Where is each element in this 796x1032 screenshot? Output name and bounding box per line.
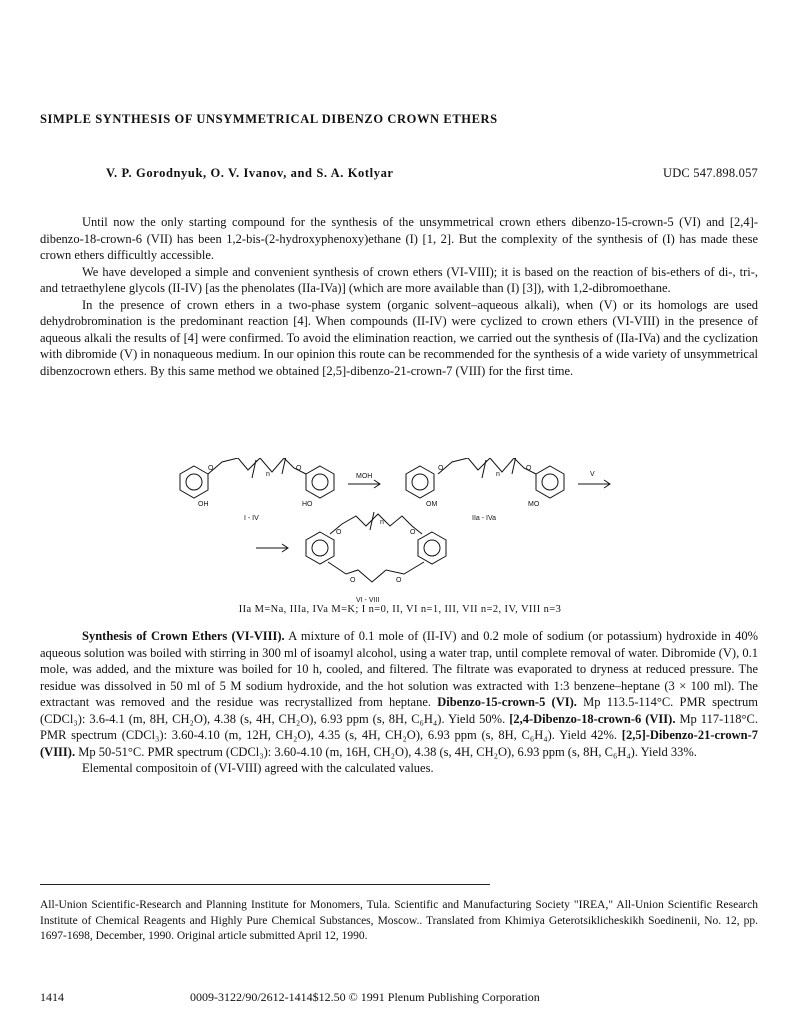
compound-data: Mp 117-118°C. PMR spectrum (CDCl₃): 3.60-4.10 (m, 12H, CH₂O), 4.35 (s, 4H, CH₂O), 6.93 ppm (s, 8H, C₆H₄). Yield 42%.	[40, 711, 758, 742]
paragraph: We have developed a simple and convenient synthesis of crown ethers (VI-VIII); it is based on the reaction of bis-ethers of di-, tri-, and tetraethylene glycols (II-IV) [as the phenolates (IIa-IVa)] (which are more available than (I) [3]), with 1,2-dibromoethane.	[40, 264, 758, 295]
compound-data: Mp 113.5-114°C. PMR spectrum (CDCl₃): 3.6-4.1 (m, 8H, CH₂O), 4.38 (s, 4H, CH₂O), 6.93 ppm (s, 8H, C₆H₄). Yield 50%.	[40, 695, 758, 726]
benzene-ring	[536, 466, 564, 498]
benzene-ring	[180, 466, 208, 498]
polyether-chain	[438, 458, 536, 474]
scheme-legend: IIa M=Na, IIIa, IVa M=K; I n=0, II, VI n=1, III, VII n=2, IV, VIII n=3	[238, 604, 562, 615]
synthesis-section	[40, 628, 758, 777]
procedure-text: A mixture of 0.1 mole of (II-IV) and 0.2 mole of sodium (or potassium) hydroxide in 40% aqueous solution was boiled with stirring in 300 ml of isoamyl alcohol, using a water trap, until complete removal of water. Dibromide (V), 0.1 mole, was added, and the mixture was boiled for 10 h, cooled, and filtered. The filtrate was evaporated to dryness at reduced pressure. The residue was dissolved in 50 ml of 5 M sodium hydroxide, and the hot solution was extracted with 1:3 benzene–heptane (3 × 100 ml). The extractant was removed and the residue was recrystallized from heptane.	[40, 629, 759, 709]
phenolate-label: MO	[528, 501, 540, 508]
benzene-ring	[418, 532, 446, 564]
repeat-index: n	[496, 471, 500, 478]
hydroxyl-label: HO	[302, 501, 313, 508]
bracket-mark	[252, 460, 256, 478]
compound-label: IIa - IVa	[472, 515, 496, 522]
page-number: 1414	[40, 990, 64, 1004]
polyether-chain	[208, 458, 306, 474]
oxygen-label: O	[296, 465, 302, 472]
udc-code: UDC 547.898.057	[662, 166, 758, 180]
paragraph	[40, 628, 758, 760]
oxygen-label: O	[350, 577, 356, 584]
footnote-divider	[40, 884, 490, 885]
paragraph: Elemental compositoin of (VI-VIII) agreed with the calculated values.	[82, 761, 434, 775]
oxygen-label: O	[336, 529, 342, 536]
aromatic-circle	[186, 474, 202, 490]
repeat-index: n	[266, 471, 270, 478]
compound-label: I - IV	[244, 515, 259, 522]
copyright-line: 0009-3122/90/2612-1414$12.50 © 1991 Plenum Publishing Corporation	[190, 990, 540, 1004]
ethylene-bridge	[328, 562, 424, 582]
oxygen-label: O	[410, 529, 416, 536]
benzene-ring	[406, 466, 434, 498]
compound-data: Mp 50-51°C. PMR spectrum (CDCl₃): 3.60-4.10 (m, 16H, CH₂O), 4.38 (s, 4H, CH₂O), 6.93 ppm (s, 8H, C₆H₄). Yield 33%.	[75, 744, 697, 759]
aromatic-circle	[312, 540, 328, 556]
oxygen-label: O	[438, 465, 444, 472]
benzene-ring	[306, 532, 334, 564]
polyether-chain	[330, 514, 422, 534]
section-heading: Synthesis of Crown Ethers (VI-VIII).	[82, 629, 285, 643]
benzene-ring	[306, 466, 334, 498]
footnote: All-Union Scientific-Research and Planning Institute for Monomers, Tula. Scientific and Manufacturing Society "IREA," All-Union Scientific Research Institute of Chemical Reagents and Highly Pure Chemical Substances, Moscow.. Translated from Khimiya Geterotsiklicheskikh Soedinenii, No. 12, pp. 1697-1698, December, 1990. Original article submitted April 12, 1990.	[40, 899, 758, 942]
aromatic-circle	[542, 474, 558, 490]
compound-name: [2,4-Dibenzo-18-crown-6 (VII).	[509, 711, 676, 726]
compound-name: [2,5]-Dibenzo-21-crown-7 (VIII).	[40, 728, 758, 759]
bracket-mark	[482, 460, 486, 478]
reaction-scheme-drawing	[160, 458, 640, 606]
oxygen-label: O	[208, 465, 214, 472]
reagent-label: V	[590, 471, 595, 478]
reagent-label: MOH	[356, 473, 373, 480]
reaction-scheme	[160, 458, 640, 606]
hydroxyl-label: OH	[198, 501, 209, 508]
introduction-section	[40, 214, 758, 379]
paragraph: In the presence of crown ethers in a two-phase system (organic solvent–aqueous alkali), when (V) or its homologs are used dehydrobromination is the predominant reaction [4]. When compounds (II-IV) were cyclized to crown ethers (VI-VIII) in the presence of aqueous alkali the results of [4] were confirmed. To avoid the elimination reaction, we carried out the synthesis of (IIa-IVa) and the cyclization with dibromide (V) in nonaqueous medium. In our opinion this route can be recommended for the synthesis of a wide variety of unsymmetrical dibenzocrown ethers. By this same method we obtained [2,5]-dibenzo-21-crown-7 (VIII) for the first time.	[40, 297, 758, 378]
repeat-index: n	[380, 519, 384, 526]
aromatic-circle	[412, 474, 428, 490]
aromatic-circle	[312, 474, 328, 490]
oxygen-label: O	[526, 465, 532, 472]
article-title: SIMPLE SYNTHESIS OF UNSYMMETRICAL DIBENZO CROWN ETHERS	[40, 112, 498, 126]
phenolate-label: OM	[426, 501, 438, 508]
paragraph: Until now the only starting compound for the synthesis of the unsymmetrical crown ethers dibenzo-15-crown-5 (VI) and [2,4]-dibenzo-18-crown-6 (VII) has been 1,2-bis-(2-hydroxyphenoxy)ethane (I) [1, 2]. But the complexity of the synthesis of (I) has made these crown ethers difficultly accessible.	[40, 215, 758, 262]
aromatic-circle	[424, 540, 440, 556]
oxygen-label: O	[396, 577, 402, 584]
compound-name: Dibenzo-15-crown-5 (VI).	[437, 695, 577, 709]
author-list: V. P. Gorodnyuk, O. V. Ivanov, and S. A. Kotlyar	[106, 166, 394, 180]
compound-label: VI - VIII	[356, 597, 380, 604]
